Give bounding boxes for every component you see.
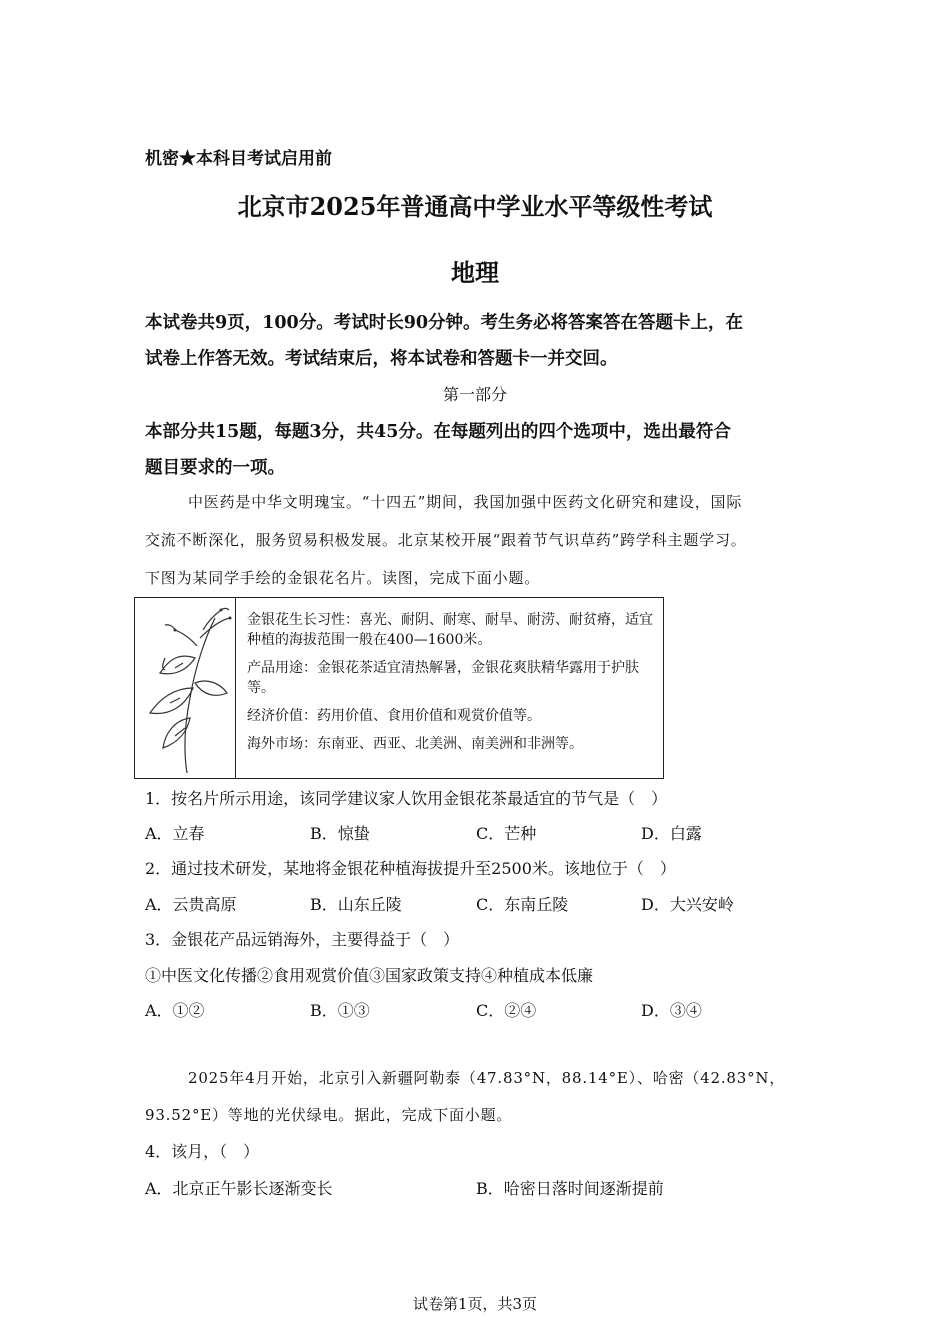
- question-1-option-d[interactable]: D．白露: [641, 824, 702, 843]
- question-3-statements: ①中医文化传播②食用观赏价值③国家政策支持④种植成本低廉: [145, 966, 594, 985]
- question-3-option-a[interactable]: A．①②: [145, 1001, 205, 1020]
- passage1-line-2: 交流不断深化，服务贸易积极发展。北京某校开展“跟着节气识草药”跨学科主题学习。: [145, 531, 747, 549]
- question-1-option-a[interactable]: A．立春: [145, 824, 205, 843]
- question-2-option-d[interactable]: D．大兴安岭: [641, 895, 734, 914]
- question-4-option-b[interactable]: B．哈密日落时间逐渐提前: [476, 1179, 664, 1198]
- question-3-option-b[interactable]: B．①③: [310, 1001, 370, 1020]
- card-economic-value: 经济价值：药用价值、食用价值和观赏价值等。: [247, 708, 541, 724]
- question-3-option-c[interactable]: C．②④: [476, 1001, 537, 1020]
- question-1-option-b[interactable]: B．惊蛰: [310, 824, 370, 843]
- passage1-line-3: 下图为某同学手绘的金银花名片。读图，完成下面小题。: [145, 569, 541, 587]
- question-2-option-b[interactable]: B．山东丘陵: [310, 895, 402, 914]
- page-footer: 试卷第1页，共3页: [412, 1295, 538, 1313]
- instructions-line-2: 试卷上作答无效。考试结束后，将本试卷和答题卡一并交回。: [145, 349, 618, 369]
- honeysuckle-card: [134, 597, 664, 779]
- question-3-stem: 3．金银花产品远销海外，主要得益于（ ）: [145, 930, 460, 949]
- question-3-option-d[interactable]: D．③④: [641, 1001, 702, 1020]
- instructions-line-1: 本试卷共9页，100分。考试时长90分钟。考生务必将答案答在答题卡上，在: [145, 313, 744, 333]
- card-growth-habit: 金银花生长习性：喜光、耐阴、耐寒、耐旱、耐涝、耐贫瘠，适宜种植的海拔范围一般在400—1600米。: [247, 612, 653, 648]
- part-description-2: 题目要求的一项。: [145, 458, 285, 478]
- question-2-option-c[interactable]: C．东南丘陵: [476, 895, 569, 914]
- question-2-stem: 2．通过技术研发，某地将金银花种植海拔提升至2500米。该地位于（ ）: [145, 859, 676, 878]
- card-product-use: 产品用途：金银花茶适宜清热解暑，金银花爽肤精华露用于护肤等。: [247, 660, 639, 696]
- passage1-line-1: 中医药是中华文明瑰宝。“十四五”期间，我国加强中医药文化研究和建设，国际: [188, 493, 743, 511]
- passage2-line-1: 2025年4月开始，北京引入新疆阿勒泰（47.83°N，88.14°E）、哈密（42.83°N，: [188, 1069, 786, 1087]
- confidential-label: 机密★本科目考试启用前: [145, 149, 332, 169]
- part-heading: 第一部分: [442, 385, 507, 404]
- honeysuckle-drawing-icon: [135, 598, 235, 778]
- question-4-stem: 4．该月，（ ）: [145, 1142, 260, 1161]
- subject-title: 地理: [451, 258, 499, 287]
- honeysuckle-illustration: [135, 598, 236, 778]
- question-1-option-c[interactable]: C．芒种: [476, 824, 537, 843]
- exam-title: 北京市2025年普通高中学业水平等级性考试: [237, 192, 713, 221]
- question-1-stem: 1．按名片所示用途，该同学建议家人饮用金银花茶最适宜的节气是（ ）: [145, 789, 668, 808]
- card-text: [247, 610, 655, 762]
- part-description-1: 本部分共15题，每题3分，共45分。在每题列出的四个选项中，选出最符合: [145, 422, 731, 442]
- card-overseas-market: 海外市场：东南亚、西亚、北美洲、南美洲和非洲等。: [247, 736, 583, 752]
- passage2-line-2: 93.52°E）等地的光伏绿电。据此，完成下面小题。: [145, 1106, 513, 1124]
- question-4-option-a[interactable]: A．北京正午影长逐渐变长: [145, 1179, 333, 1198]
- question-2-option-a[interactable]: A．云贵高原: [145, 895, 237, 914]
